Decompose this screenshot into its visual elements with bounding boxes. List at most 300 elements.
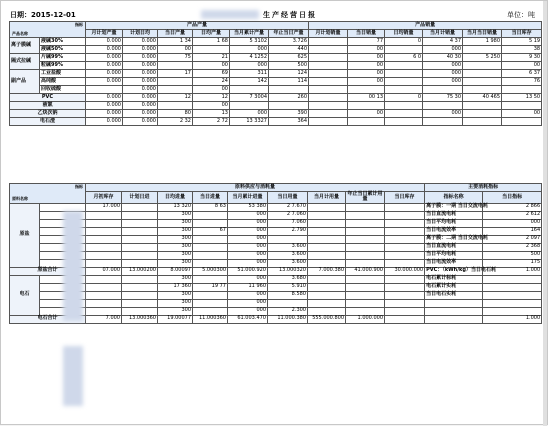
value-cell: 00 [348,78,385,86]
indicator-value [483,291,542,299]
value-cell: 00 [348,46,385,54]
value-cell: 0.000 [123,94,158,102]
column-header: 日均产量 [193,30,230,38]
value-cell [385,283,425,291]
value-cell [309,118,348,126]
value-cell: 67 [193,227,228,235]
value-cell [308,227,346,235]
value-cell: 00 [193,102,230,110]
indicator-value [483,283,542,291]
value-cell: 75 [158,54,193,62]
column-header: 当月当日销量 [463,30,502,38]
row-group: 隔式拉碱 [10,54,40,70]
indicator-value [483,307,542,315]
value-cell: 0.000 [86,62,123,70]
diag-header: 指标 原料名称 [10,184,86,204]
value-cell: 7 3004 [230,94,269,102]
value-cell: 2.300 [268,307,308,315]
value-cell [308,243,346,251]
value-cell [346,283,385,291]
total-cell: 555.000.800 [308,315,346,323]
value-cell [86,86,123,94]
value-cell: 8 63 [193,203,228,211]
value-cell: 0.000 [86,102,123,110]
value-cell [346,275,385,283]
value-cell [86,219,122,227]
value-cell [309,78,348,86]
value-cell [308,203,346,211]
indicator-name: 离子膜：一期 当日交流电耗 [426,203,488,210]
value-cell [463,86,502,94]
value-cell [309,46,348,54]
value-cell: 17.000 [86,203,122,211]
redacted-names-salt [63,211,83,321]
indicator-value [483,299,542,307]
value-cell: 0.000 [123,118,158,126]
value-cell: 77 [348,38,385,46]
value-cell [346,299,385,307]
redacted-names-carbide [63,346,83,406]
value-cell [86,291,122,299]
value-cell [346,235,385,243]
value-cell: 5 250 [463,54,502,62]
value-cell [269,102,309,110]
value-cell: 3.726 [269,38,309,46]
column-header: 当月计用量 [308,192,346,204]
value-cell [158,86,193,94]
row-group: 电石渣 [10,118,86,126]
value-cell: 24 [193,78,230,86]
value-cell: 2 7.060 [268,211,308,219]
value-cell: 000 [228,307,268,315]
value-cell [463,46,502,54]
value-cell [385,46,423,54]
value-cell [193,219,228,227]
value-cell: 000 [423,46,463,54]
row-name: 液碱30% [40,38,86,46]
row-group: 原盐 [10,203,40,267]
value-cell [385,275,425,283]
column-header: 日均销量 [385,30,423,38]
value-cell [346,251,385,259]
value-cell [463,70,502,78]
value-cell: 000 [230,46,269,54]
value-cell: 40 30 [423,54,463,62]
table-row [10,102,542,110]
total-cell: 7.000.380 [308,267,346,275]
value-cell [122,203,158,211]
indicator-value: 2 612 [483,211,542,219]
value-cell: 8.580 [268,291,308,299]
value-cell: 000 [228,219,268,227]
value-cell: 12 [158,94,193,102]
value-cell [122,227,158,235]
value-cell: 0.000 [123,54,158,62]
value-cell: 000 [423,62,463,70]
value-cell: 7.060 [268,219,308,227]
value-cell: 300 [158,299,193,307]
value-cell: 12 [193,94,230,102]
value-cell [385,102,423,110]
value-cell [309,102,348,110]
table-row [10,235,542,243]
total-cell: 19.00077 [158,315,193,323]
total-cell: 7.000 [86,315,122,323]
value-cell: 3.600 [268,259,308,267]
value-cell [308,283,346,291]
indicator-name: 当日直流电耗 [425,243,483,251]
value-cell [463,78,502,86]
value-cell: 300 [158,211,193,219]
value-cell [309,94,348,102]
value-cell [346,227,385,235]
total-cell: 07.000 [86,267,122,275]
value-cell [385,243,425,251]
value-cell: 440 [269,46,309,54]
value-cell: 40 465 [463,94,502,102]
total-cell: 13.000200 [122,267,158,275]
value-cell [122,259,158,267]
diag-header: 指标 产品名称 [10,22,86,38]
total-cell: 51.000.920 [228,267,268,275]
value-cell: 000 [423,78,463,86]
row-group: 乙炔次钠 [10,110,86,118]
value-cell [502,118,542,126]
value-cell: 38 [502,46,542,54]
value-cell [423,118,463,126]
value-cell: 6 37 [502,70,542,78]
value-cell [308,235,346,243]
value-cell [423,86,463,94]
total-cell: 11.000360 [193,315,228,323]
table-row [10,299,542,307]
total-cell: 1.000.000 [346,315,385,323]
value-cell: 00 [193,86,230,94]
value-cell [308,275,346,283]
table-row [10,203,542,211]
value-cell [423,102,463,110]
value-cell [230,86,269,94]
value-cell [122,243,158,251]
value-cell: 000 [228,251,268,259]
value-cell: 00 [158,46,193,54]
value-cell [308,219,346,227]
value-cell [385,219,425,227]
value-cell [269,86,309,94]
indicator-name: 当日电石实耗 [425,291,483,299]
total-cell: 30.000.000 [385,267,425,275]
table-row [10,54,542,62]
value-cell: 625 [269,54,309,62]
table-row [10,283,542,291]
value-cell: 0.000 [123,110,158,118]
value-cell: 364 [269,118,309,126]
column-header: 当月计销量 [423,30,463,38]
value-cell: 0.000 [123,38,158,46]
value-cell [385,227,425,235]
report-title: 生产经营日报 [263,11,317,19]
value-cell [385,118,423,126]
value-cell: 00 [348,54,385,62]
value-cell: 390 [269,110,309,118]
value-cell [385,235,425,243]
value-cell: 142 [230,78,269,86]
table-row [10,227,542,235]
value-cell: 9 30 [502,54,542,62]
indicator-name [425,315,483,323]
column-header: 年止当日产量 [269,30,309,38]
indicator-name: 当日直流电耗 [425,211,483,219]
value-cell: 300 [158,219,193,227]
value-cell [308,291,346,299]
value-cell [193,299,228,307]
value-cell: 0.000 [123,102,158,110]
value-cell: 000 [228,235,268,243]
value-cell: 000 [228,275,268,283]
value-cell [502,86,542,94]
value-cell [385,251,425,259]
row-name: 液碱50% [40,46,86,54]
value-cell [346,203,385,211]
value-cell: 000 [228,211,268,219]
column-header: 月初库存 [86,192,122,204]
value-cell: 3.600 [268,251,308,259]
total-cell: 5.000300 [193,267,228,275]
value-cell [158,78,193,86]
value-cell: 0.000 [86,118,123,126]
indicator-name: 离子膜：二期 当日交流电耗 [426,235,488,242]
value-cell [463,62,502,70]
value-cell: 3.680 [268,275,308,283]
value-cell: 300 [158,235,193,243]
value-cell [463,110,502,118]
value-cell: 260 [269,94,309,102]
value-cell: 5.910 [268,283,308,291]
value-cell [346,307,385,315]
column-header: 当月累计产量 [230,30,269,38]
value-cell [122,283,158,291]
indicator-value: 1.000 [483,315,542,323]
value-cell: 300 [158,227,193,235]
value-cell [385,78,423,86]
value-cell [158,62,193,70]
value-cell: 000 [228,243,268,251]
total-cell: 41.000.900 [346,267,385,275]
column-header: 指标名称 [425,192,483,204]
value-cell: 13 [193,110,230,118]
value-cell: 1 34 [158,38,193,46]
value-cell [86,275,122,283]
value-cell [122,211,158,219]
indicator-value: 1.000 [483,267,542,275]
table-row [10,243,542,251]
value-cell: 00 [502,110,542,118]
column-header: 月计划销量 [309,30,348,38]
value-cell [268,235,308,243]
indicator-value: 000 [483,219,542,227]
column-header: 当日产量 [158,30,193,38]
value-cell: 0.000 [86,46,123,54]
column-header: 计划日均 [123,30,158,38]
value-cell: 0.000 [86,38,123,46]
value-cell: 0 [385,38,423,46]
value-cell: 0.000 [86,54,123,62]
value-cell: 21 [193,54,230,62]
value-cell [193,243,228,251]
value-cell: 13 320 [158,203,193,211]
value-cell [122,251,158,259]
column-header: 日均进量 [158,192,193,204]
value-cell: 124 [269,70,309,78]
value-cell [193,235,228,243]
indicator-value [483,275,542,283]
value-cell [86,235,122,243]
value-cell: 0.000 [86,70,123,78]
value-cell: 00 [348,110,385,118]
total-cell [385,315,425,323]
value-cell [86,227,122,235]
value-cell [348,118,385,126]
value-cell: 000 [423,70,463,78]
salt-total-label: 原盐合计 [10,267,86,275]
table-row [10,259,542,267]
value-cell [86,307,122,315]
value-cell: 0.000 [123,86,158,94]
value-cell [86,251,122,259]
indicator-value: 2 866 [483,203,542,211]
value-cell [193,251,228,259]
value-cell [193,211,228,219]
indicator-name [425,299,483,307]
value-cell [309,54,348,62]
value-cell: 311 [230,70,269,78]
table-row [10,307,542,315]
value-cell [309,62,348,70]
column-header: 当日库存 [385,192,425,204]
value-cell [309,70,348,78]
value-cell [346,291,385,299]
value-cell [385,259,425,267]
value-cell [308,299,346,307]
value-cell [463,102,502,110]
value-cell: 00 [502,62,542,70]
value-cell [193,307,228,315]
value-cell [385,70,423,78]
total-cell: 13.000360 [122,315,158,323]
column-header: 当月累计进量 [228,192,268,204]
indicator-name: PVC：（kWh/kg）当日电石耗 [426,267,496,274]
table-row [10,62,542,70]
vertical-scrollbar[interactable] [543,1,547,426]
materials-table [9,183,542,324]
value-cell: 300 [158,291,193,299]
value-cell: 000 [228,299,268,307]
table-row [10,291,542,299]
group-production: 产品产量 [86,22,309,30]
indicator-name: 当日平均电耗 [425,219,483,227]
table-row [10,94,542,102]
value-cell [122,235,158,243]
value-cell [230,102,269,110]
value-cell: 17 [158,70,193,78]
indicator-value: 164 [483,227,542,235]
indicator-value: 2 368 [483,243,542,251]
value-cell: 300 [158,259,193,267]
value-cell [346,211,385,219]
value-cell [348,102,385,110]
column-header: 当日指标 [483,192,542,204]
table-row [10,110,542,118]
value-cell: 114 [269,78,309,86]
value-cell: 00 [348,62,385,70]
value-cell [385,291,425,299]
total-cell: 61.003.470 [228,315,268,323]
value-cell: 80 [158,110,193,118]
row-group: PVC [10,94,86,102]
value-cell: 19 77 [193,283,228,291]
indicator-name: 当日电流效率 [425,227,483,235]
value-cell: 4 37 [423,38,463,46]
table-row [10,275,542,283]
value-cell [86,283,122,291]
value-cell [502,102,542,110]
value-cell: 53 380 [228,203,268,211]
value-cell [193,291,228,299]
value-cell: 000 [228,291,268,299]
row-name: 工业盐酸 [40,70,86,78]
value-cell: 000 [230,62,269,70]
value-cell: 6 0 [385,54,423,62]
value-cell: 17 360 [158,283,193,291]
value-cell [346,259,385,267]
value-cell: 75 30 [423,94,463,102]
value-cell [308,307,346,315]
column-header: 年止当日累计用量 [347,191,383,203]
value-cell: 13 50 [502,94,542,102]
value-cell: 000 [228,259,268,267]
products-table [9,21,542,126]
unit-label: 单位：吨 [507,11,535,19]
value-cell [385,211,425,219]
value-cell: 0 [385,94,423,102]
value-cell [385,203,425,211]
value-cell [385,62,423,70]
value-cell [308,211,346,219]
row-name [40,203,86,211]
value-cell: 300 [158,243,193,251]
value-cell [158,102,193,110]
value-cell: 5 3102 [230,38,269,46]
value-cell: 500 [269,62,309,70]
value-cell: 5 19 [502,38,542,46]
value-cell [122,291,158,299]
value-cell: 300 [158,251,193,259]
indicator-name: 电石累计标耗 [425,275,483,283]
value-cell [385,110,423,118]
value-cell [122,275,158,283]
value-cell: 2 32 [158,118,193,126]
column-header: 当日销量 [348,30,385,38]
value-cell: 11 960 [228,283,268,291]
value-cell [122,299,158,307]
table-row [10,46,542,54]
value-cell [308,259,346,267]
value-cell [346,243,385,251]
value-cell [348,86,385,94]
value-cell: 300 [158,307,193,315]
value-cell: 000 [230,110,269,118]
value-cell [86,243,122,251]
